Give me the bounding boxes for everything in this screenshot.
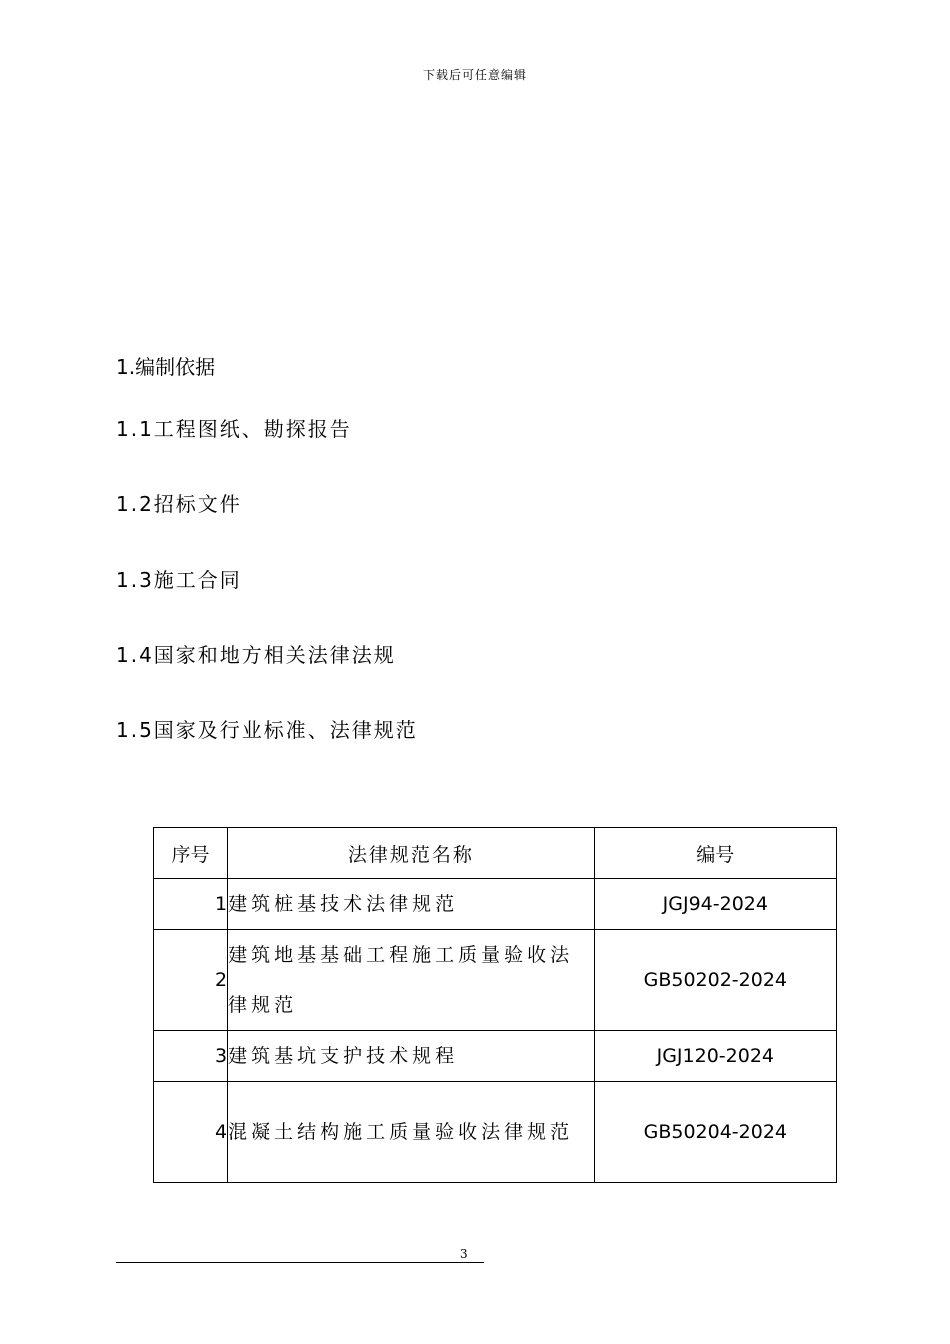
row-number: 3 — [154, 1031, 228, 1082]
section-heading-1: 1.编制依据 — [116, 355, 216, 379]
column-header-number: 序号 — [154, 828, 228, 879]
page-number: 3 — [460, 1247, 468, 1261]
standard-name: 建筑基坑支护技术规程 — [228, 1031, 595, 1082]
column-header-name: 法律规范名称 — [228, 828, 595, 879]
subsection-heading-1-2: 1.2招标文件 — [116, 492, 242, 516]
standard-code: JGJ94-2024 — [594, 879, 836, 930]
standard-name: 建筑桩基技术法律规范 — [228, 879, 595, 930]
subsection-heading-1-3: 1.3施工合同 — [116, 568, 242, 592]
standards-table — [153, 827, 837, 1183]
footer-rule — [116, 1262, 484, 1263]
table-row — [154, 879, 837, 930]
standard-code: GB50204-2024 — [594, 1082, 836, 1183]
subsection-heading-1-4: 1.4国家和地方相关法律法规 — [116, 643, 396, 667]
table-row — [154, 930, 837, 1031]
standard-code: JGJ120-2024 — [594, 1031, 836, 1082]
subsection-heading-1-1: 1.1工程图纸、勘探报告 — [116, 417, 352, 441]
standard-code: GB50202-2024 — [594, 930, 836, 1031]
row-number: 2 — [154, 930, 228, 1031]
subsection-heading-1-5: 1.5国家及行业标准、法律规范 — [116, 718, 418, 742]
row-number: 4 — [154, 1082, 228, 1183]
column-header-code: 编号 — [594, 828, 836, 879]
table-row — [154, 1082, 837, 1183]
standard-name: 建筑地基基础工程施工质量验收法律规范 — [228, 930, 595, 1031]
table-header-row — [154, 828, 837, 879]
standard-name: 混凝土结构施工质量验收法律规范 — [228, 1082, 595, 1183]
row-number: 1 — [154, 879, 228, 930]
page-header: 下载后可任意编辑 — [422, 68, 527, 82]
table-row — [154, 1031, 837, 1082]
